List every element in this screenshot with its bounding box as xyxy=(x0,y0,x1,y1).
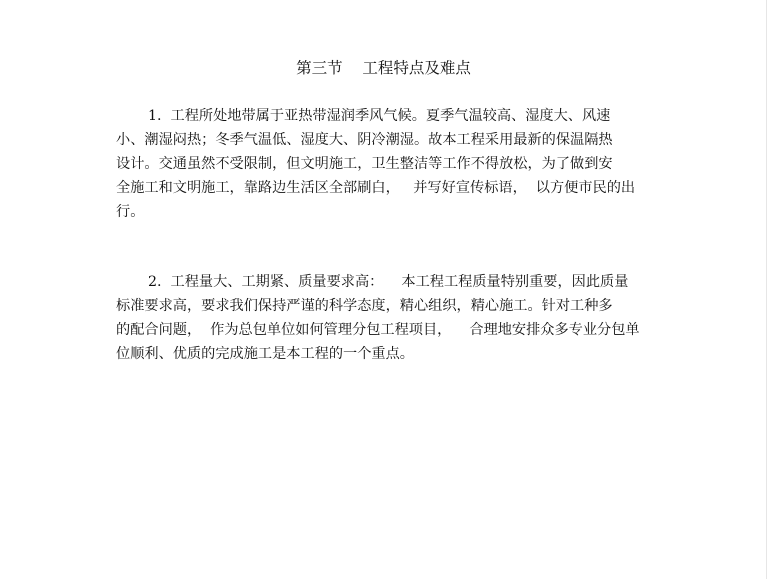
paragraph-line: 标准要求高，要求我们保持严谨的科学态度，精心组织，精心施工。针对工种多 xyxy=(116,298,613,314)
paragraph-line: 全施工和文明施工，靠路边生活区全部刷白， 并写好宣传标语， 以方便市民的出 xyxy=(116,180,636,196)
paragraph-2 xyxy=(116,270,646,366)
paragraph-line: 设计。交通虽然不受限制，但文明施工，卫生整洁等工作不得放松，为了做到安 xyxy=(116,156,613,172)
paragraph-line: 小、潮湿闷热；冬季气温低、湿度大、阴冷潮湿。故本工程采用最新的保温隔热 xyxy=(116,132,613,148)
paragraph-line: 2. 工程量大、工期紧、质量要求高： 本工程工程质量特别重要，因此质量 xyxy=(148,274,629,290)
paragraph-line: 1. 工程所处地带属于亚热带湿润季风气候。夏季气温较高、湿度大、风速 xyxy=(148,108,611,124)
paragraph-line: 行。 xyxy=(116,204,145,220)
section-title: 第三节 工程特点及难点 xyxy=(296,59,471,77)
paragraph-line: 位顺利、优质的完成施工是本工程的一个重点。 xyxy=(116,346,414,362)
paragraph-1 xyxy=(116,104,646,224)
paragraph-line: 的配合问题， 作为总包单位如何管理分包工程项目， 合理地安排众多专业分包单 xyxy=(116,322,640,338)
